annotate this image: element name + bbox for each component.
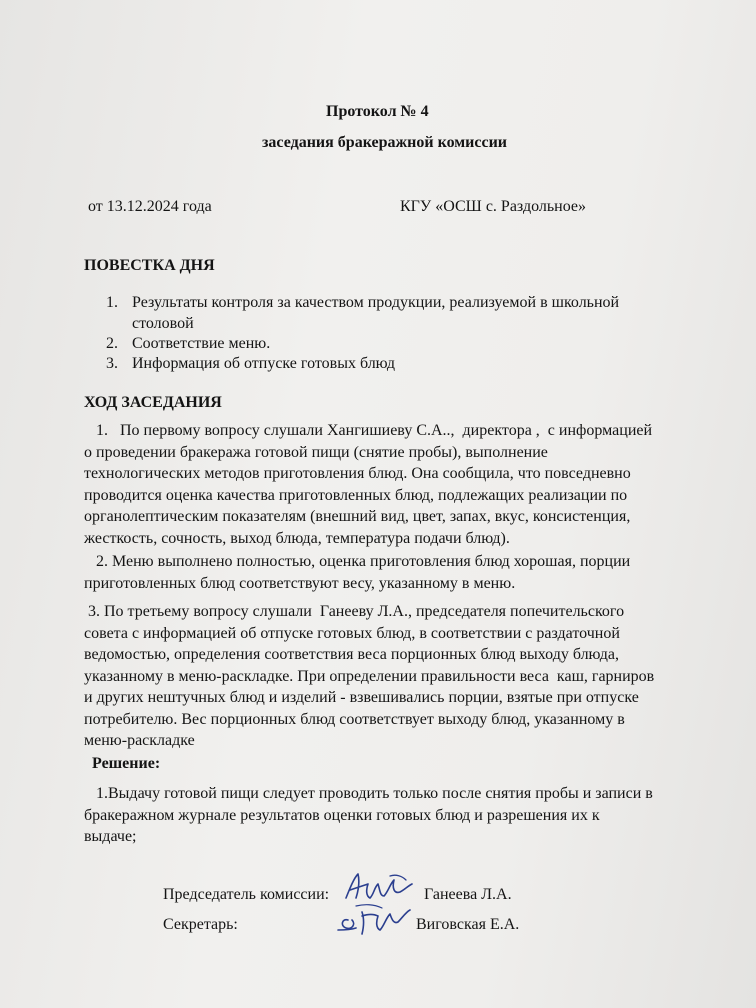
paragraph-line: меню-раскладке <box>84 732 195 749</box>
chair-name: Ганеева Л.А. <box>424 886 512 903</box>
paragraph-line: 1.Выдачу готовой пищи следует проводить только после снятия пробы и записи в <box>84 785 653 802</box>
paragraph-line: 1. По первому вопросу слушали Хангишиеву С.А.., директора , с информацией <box>84 422 653 439</box>
secretary-name: Виговская Е.А. <box>416 916 520 933</box>
proceedings-paragraph-2 <box>84 551 704 594</box>
agenda-item-3-number: 3. <box>106 355 118 372</box>
paragraph-line: указанному в меню-раскладке. При определении правильности веса каш, гарниров <box>84 667 655 685</box>
paragraph-line: выдаче; <box>84 828 137 845</box>
paragraph-line: технологических методов приготовления блюд. Она сообщила, что повседневно <box>84 465 631 482</box>
paragraph-line: совета с информацией об отпуске готовых блюд, в соответствии с раздаточной <box>84 624 620 642</box>
paragraph-line: 2. Меню выполнено полностью, оценка приготовления блюд хорошая, порции <box>84 553 631 570</box>
paragraph-line: потребителю. Вес порционных блюд соответствует выходу блюд, указанному в <box>84 710 625 728</box>
secretary-signature <box>334 900 414 940</box>
agenda-item-2-number: 2. <box>106 335 118 352</box>
protocol-title: Протокол № 4 <box>326 103 429 120</box>
paragraph-line: жесткость, сочность, выход блюда, температура подачи блюд). <box>84 529 510 547</box>
paragraph-line: бракеражном журнале результатов оценки готовых блюд и разрешения их к <box>84 806 600 824</box>
paragraph-line: приготовленных блюд соответствуют весу, указанному в меню. <box>84 574 516 592</box>
proceedings-paragraph-1 <box>84 420 704 549</box>
paragraph-line: ведомостью, определения соответствия веса порционных блюд выходу блюда, <box>84 646 619 663</box>
protocol-subtitle: заседания бракеражной комиссии <box>262 134 508 151</box>
paragraph-line: 3. По третьему вопросу слушали Ганееву Л.А., председателя попечительского <box>84 603 625 620</box>
protocol-date: от 13.12.2024 года <box>88 198 212 215</box>
decision-paragraph-1 <box>84 783 704 848</box>
decision-heading: Решение: <box>92 755 161 772</box>
proceedings-paragraph-3 <box>84 601 704 752</box>
agenda-item-1-line-2: столовой <box>132 315 194 332</box>
agenda-heading: ПОВЕСТКА ДНЯ <box>84 257 215 274</box>
agenda-item-3-line-1: Информация об отпуске готовых блюд <box>132 355 395 372</box>
paragraph-line: и других нештучных блюд и изделий - взвешивались порции, взятые при отпуске <box>84 689 639 706</box>
organization-name: КГУ «ОСШ с. Раздольное» <box>400 198 587 215</box>
chair-label: Председатель комиссии: <box>163 886 330 903</box>
agenda-item-1-number: 1. <box>106 294 118 311</box>
secretary-label: Секретарь: <box>163 916 238 933</box>
paragraph-line: органолептическим показателям (внешний вид, цвет, запах, вкус, консистенция, <box>84 508 631 525</box>
paragraph-line: о проведении бракеража готовой пищи (снятие пробы), выполнение <box>84 443 548 461</box>
paragraph-line: проводится оценка качества приготовленных блюд, подлежащих реализации по <box>84 486 628 504</box>
agenda-item-2-line-1: Соответствие меню. <box>132 335 271 352</box>
proceedings-heading: ХОД ЗАСЕДАНИЯ <box>84 394 222 411</box>
agenda-item-1-line-1: Результаты контроля за качеством продукции, реализуемой в школьной <box>132 294 620 311</box>
